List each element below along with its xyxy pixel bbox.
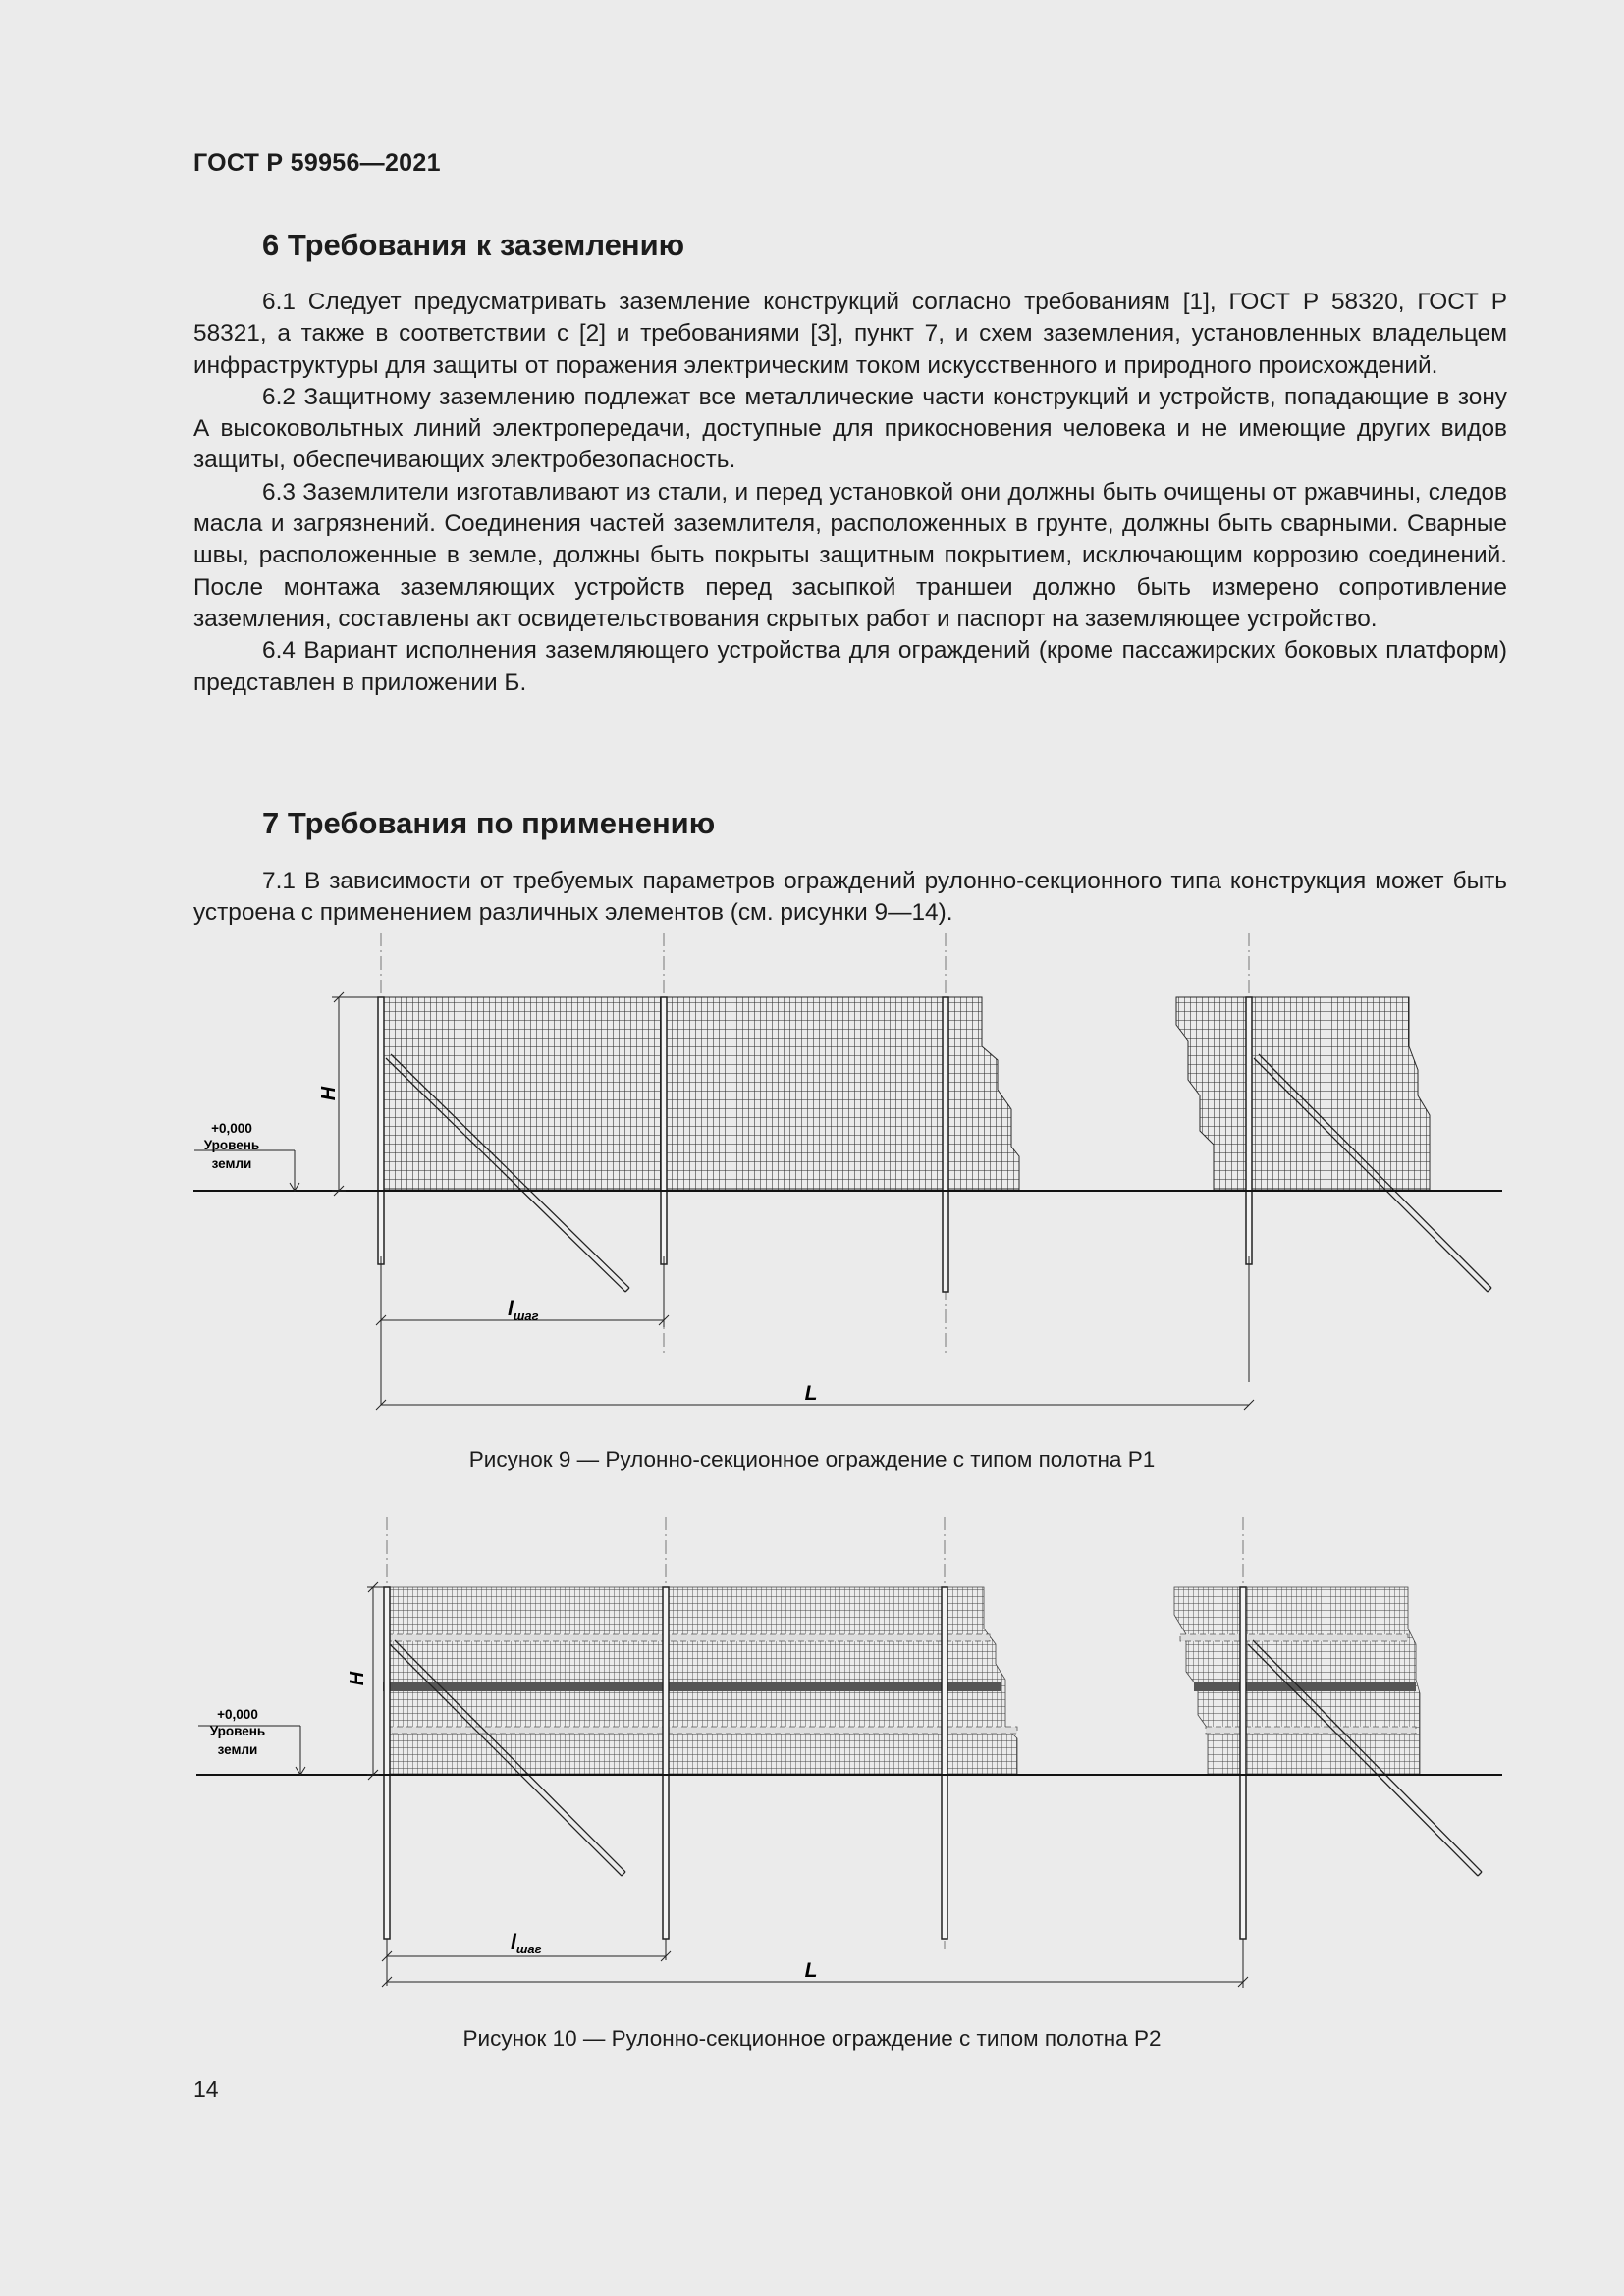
- svg-text:+0,000: +0,000: [217, 1707, 258, 1722]
- ground-level-marker: [194, 1121, 299, 1191]
- svg-text:земли: земли: [217, 1742, 258, 1757]
- mesh-panel-right: [1174, 1587, 1420, 1774]
- step-label: $l_{шаг}$: [508, 1298, 539, 1323]
- section-6-body: [193, 287, 1507, 699]
- section-6-title: 6 Требования к заземлению: [262, 228, 685, 262]
- post-1: [384, 1587, 390, 1939]
- paragraph-6-2: 6.2 Защитному заземлению подлежат все металлические части конструкций и устройств, попадающие в зону А высоковольтных линий электропередачи, доступные для прикосновения человека и не имеющие других видов защиты, обеспечивающих электробезопасность.: [193, 383, 1507, 474]
- svg-text:земли: земли: [211, 1156, 252, 1171]
- paragraph-7-1: 7.1 В зависимости от требуемых параметров ограждений рулонно-секционного типа конструкция может быть устроена с применением различных элементов (см. рисунки 9—14).: [193, 868, 1507, 927]
- paragraph-6-4: 6.4 Вариант исполнения заземляющего устройства для ограждений (кроме пассажирских боковых платформ) представлен в приложении Б.: [193, 637, 1507, 696]
- paragraph-6-3: 6.3 Заземлители изготавливают из стали, и перед установкой они должны быть очищены от ржавчины, следов масла и загрязнений. Соединения частей заземлителя, расположенных в грунте, должны быть сварными. Сварные швы, расположенные в земле, должны быть покрыты защитным покрытием, исключающим коррозию соединений. После монтажа заземляющих устройств перед засыпкой траншеи должно быть измерено сопротивление заземления, составлены акт освидетельствования скрытых работ и паспорт на заземляющее устройство.: [193, 478, 1507, 632]
- post-1: [378, 997, 384, 1264]
- mesh-panel-left: [387, 1587, 1017, 1774]
- svg-text:Уровень: Уровень: [203, 1138, 260, 1152]
- post-4: [1240, 1587, 1246, 1939]
- post-4: [1246, 997, 1252, 1264]
- post-2: [661, 997, 667, 1264]
- mesh-panel-left: [381, 997, 1019, 1190]
- figure-10-drawing: [0, 1507, 1624, 2017]
- height-label: H: [347, 1671, 368, 1686]
- section-7-title: 7 Требования по применению: [262, 806, 716, 840]
- length-label: L: [804, 1959, 818, 1982]
- svg-text:+0,000: +0,000: [211, 1121, 252, 1136]
- length-label: L: [804, 1382, 818, 1405]
- figure-9-caption: Рисунок 9 — Рулонно-секционное ограждение с типом полотна Р1: [468, 1447, 1156, 1471]
- post-3: [942, 1587, 947, 1939]
- paragraph-6-1: 6.1 Следует предусматривать заземление конструкций согласно требованиям [1], ГОСТ Р 58320, ГОСТ Р 58321, а также в соответствии с [2] и требованиями [3], пункт 7, и схем заземления, установленных владельцем инфраструктуры для защиты от поражения электрическим током искусственного и природного происхождений.: [193, 289, 1507, 379]
- post-3: [943, 997, 948, 1292]
- page-number: 14: [193, 2076, 219, 2102]
- figure-9-drawing: [0, 923, 1624, 1433]
- mesh-panel-right: [1176, 997, 1430, 1190]
- height-label: H: [318, 1086, 340, 1101]
- svg-text:Уровень: Уровень: [209, 1724, 266, 1738]
- figure-10-caption: Рисунок 10 — Рулонно-секционное ограждение с типом полотна Р2: [462, 2026, 1162, 2051]
- document-header: ГОСТ Р 59956—2021: [193, 149, 441, 177]
- step-label: $l_{шаг}$: [511, 1931, 542, 1956]
- post-2: [663, 1587, 669, 1939]
- section-7-body: [193, 866, 1507, 930]
- ground-level-marker: [198, 1707, 305, 1775]
